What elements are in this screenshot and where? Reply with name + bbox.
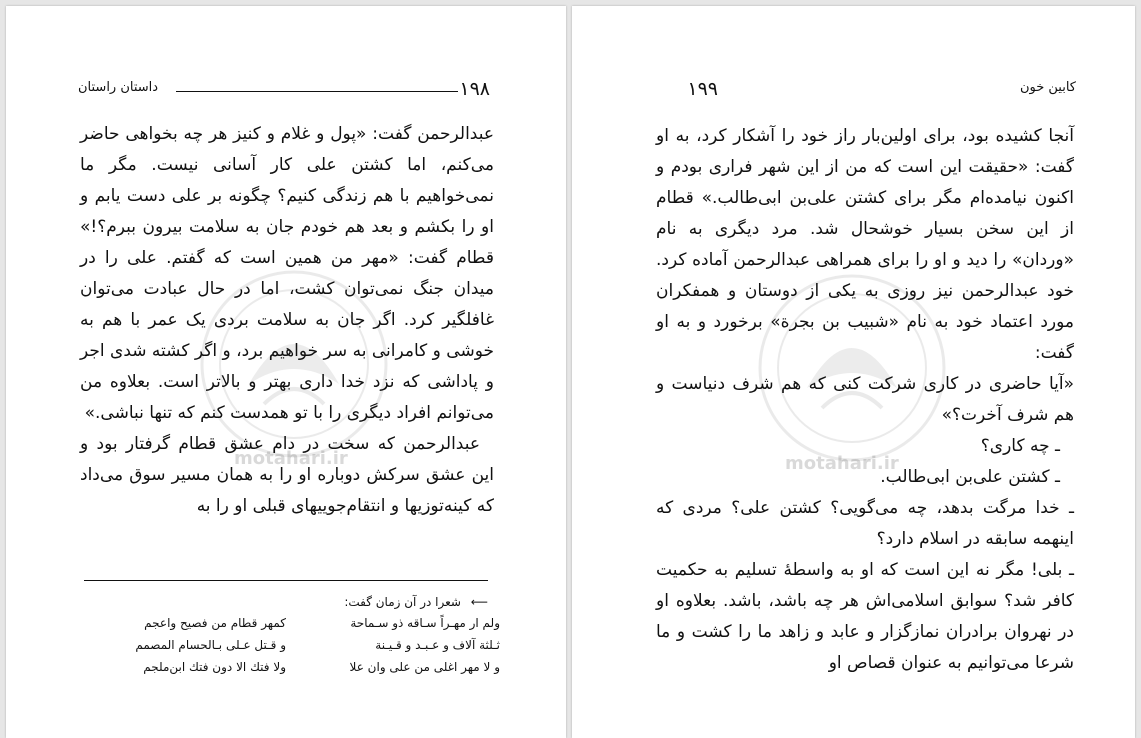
page-header [656, 78, 1076, 102]
body-text [656, 121, 1074, 679]
right-page [572, 6, 1135, 738]
verse-line: و لا مهر اغلى من على وان علا [349, 660, 500, 674]
paragraph: عبدالرحمن گفت: «پول و غلام و کنیز هر چه بخواهی حاضر می‌کنم، اما کشتن علی کار آسانی نیست. مگر ما نمی‌خواهیم با هم زندگی کنیم؟ چگونه بر علی دست یابم و او را بکشم و بعد هم خودم جان به سلامت بیرون ببرم؟!» قطام گفت: «مهر من همین است که گفتم. علی را در میدان جنگ نمی‌توان کشت، اما در حال عبادت می‌توان غافلگیر کرد. اگر جان به سلامت بردی یک عمر با هم به خوشی و کامرانی به سر خواهیم برد، و اگر کشته شدی اجر و پاداشی که نزد خدا داری بهتر و بالاتر است. بعلاوه من می‌توانم افراد دیگری را با تو همدست کنم که تنها نباشی.» [80, 124, 494, 423]
verse-line: ولم ار مهـراً سـاقه ذو سـماحة [350, 616, 500, 630]
running-title: کابین خون [1019, 80, 1076, 95]
dialogue-line: ـ بلی! مگر نه این است که او به واسطهٔ تسلیم به حکمیت کافر شد؟ سوابق اسلامی‌اش هر چه باشد، باشد. بعلاوه او در نهروان برادران نمازگزار و عابد و زاهد ما را کشت و ما شرعا می‌توانیم به عنوان قصاص او [656, 560, 1074, 673]
footnote-verse-left [86, 612, 286, 678]
dialogue-line: ـ چه کاری؟ [980, 436, 1060, 456]
dialogue-line: ـ خدا مرگت بدهد، چه می‌گویی؟ کشتن علی؟ مردی که اینهمه سابقه در اسلام دارد؟ [656, 498, 1074, 549]
body-text [80, 119, 494, 522]
verse-line: ولا فتك الا دون فتك ابن‌ملجم [143, 660, 286, 674]
watermark-text: motahari.ir [234, 448, 348, 469]
footnote-verse-right [300, 612, 500, 678]
verse-line: كمهر قطام من فصيح واعجم [144, 616, 286, 630]
paragraph: آنجا کشیده بود، برای اولین‌بار راز خود را آشکار کرد، به او گفت: «حقیقت این است که من از این شهر فراری بودم و اکنون نیامده‌ام مگر برای کشتن علی‌بن ابی‌طالب.» قطام از این سخن بسیار خوشحال شد. مرد دیگری به نام «وردان» را دید و او را برای همراهی عبدالرحمن آماده کرد. خود عبدالرحمن نیز روزی به یکی از دوستان و همفکران مورد اعتماد خود به نام «شبیب بن بجرة» برخورد و به او گفت: [656, 126, 1074, 363]
verse-line: و قـتل عـلى بـالحسام المصمم [135, 638, 286, 652]
page-number: ۱۹۹ [687, 78, 718, 100]
verse-line: ثـلثة آلاف و عـبـد و قـيـنة [375, 638, 500, 652]
running-title: داستان راستان [78, 80, 159, 95]
paragraph: «آیا حاضری در کاری شرکت کنی که هم شرف دنیاست و هم شرف آخرت؟» [656, 374, 1074, 425]
dialogue-line: ـ کشتن علی‌بن ابی‌طالب. [880, 467, 1060, 487]
footnote-marker-icon: ⟵ [470, 595, 488, 609]
header-rule [176, 91, 458, 92]
paragraph: عبدالرحمن که سخت در دام عشق قطام گرفتار بود و این عشق سرکش دوباره او را به همان مسیر سوق می‌داد که کینه‌توزیها و انتقام‌جوییهای قبلی او را به [80, 434, 494, 516]
watermark-text: motahari.ir [785, 453, 899, 474]
page-header [78, 78, 490, 102]
footnote-rule [84, 580, 488, 581]
footnote-intro-text: شعرا در آن زمان گفت: [344, 595, 461, 609]
footnote-intro [344, 591, 488, 613]
page-number: ۱۹۸ [459, 78, 490, 100]
left-page [6, 6, 566, 738]
